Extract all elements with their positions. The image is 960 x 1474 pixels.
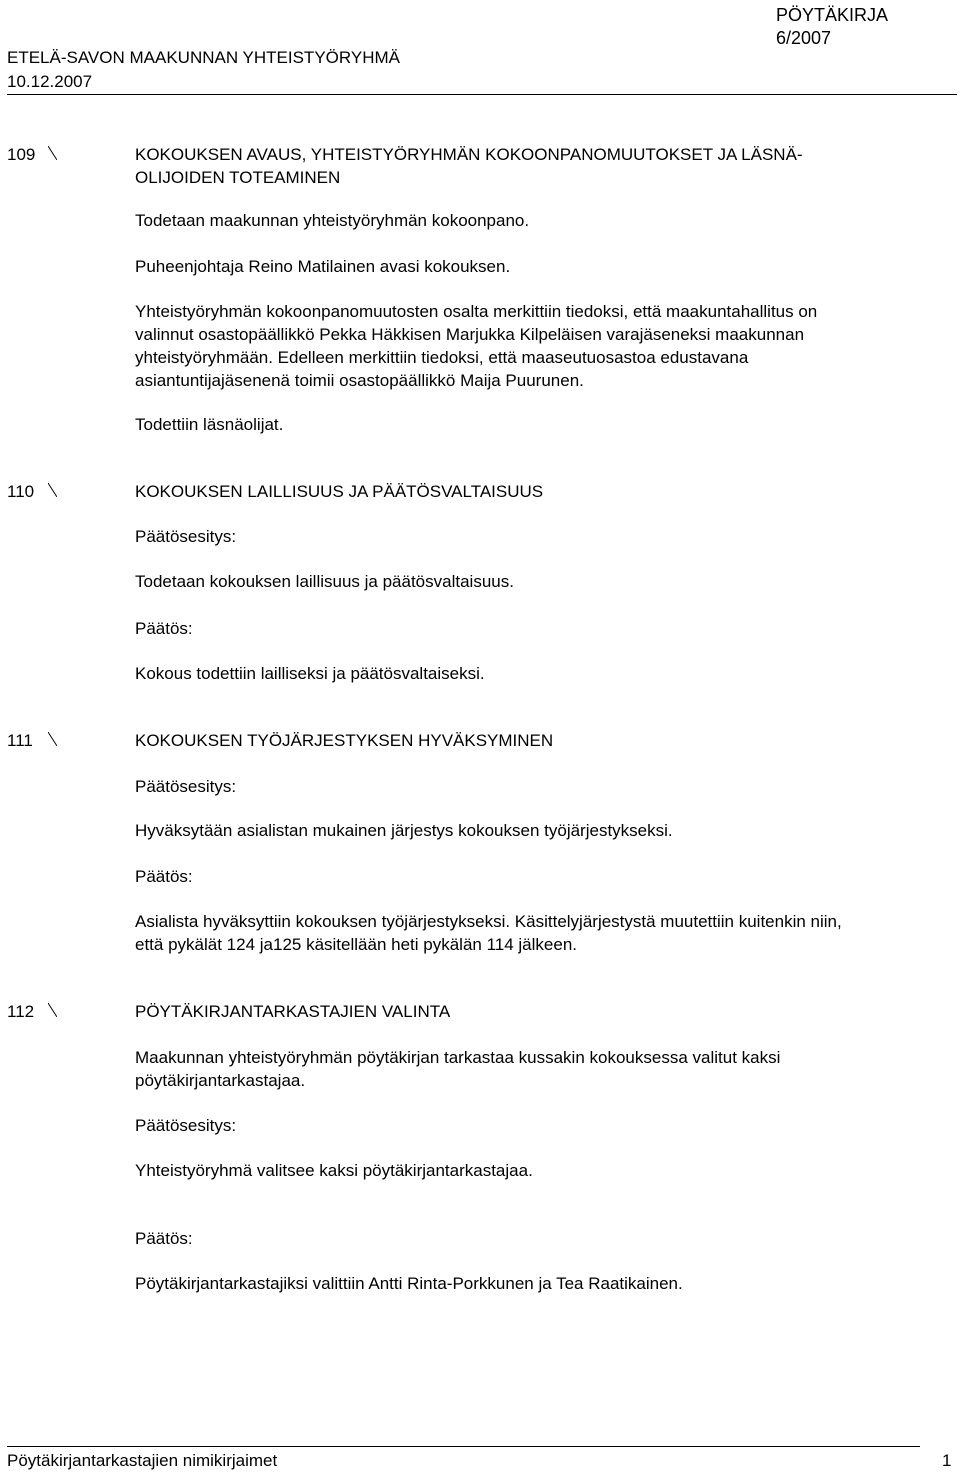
header-divider: [7, 94, 957, 95]
paragraph: Todettiin läsnäolijat.: [135, 415, 284, 434]
document-type: PÖYTÄKIRJA: [776, 5, 889, 25]
decision-text: Pöytäkirjantarkastajiksi valittiin Antti Rinta-Porkkunen ja Tea Raatikainen.: [135, 1274, 683, 1293]
section-title: KOKOUKSEN LAILLISUUS JA PÄÄTÖSVALTAISUUS: [135, 482, 544, 501]
paragraph: Todetaan maakunnan yhteistyöryhmän kokoonpano.: [135, 211, 530, 230]
footer-label: Pöytäkirjantarkastajien nimikirjaimet: [7, 1451, 278, 1470]
organization-name: ETELÄ-SAVON MAAKUNNAN YHTEISTYÖRYHMÄ: [7, 48, 400, 67]
section-sign-icon: [48, 146, 57, 160]
section-sign-icon: [48, 483, 57, 497]
proposal-label: Päätösesitys:: [135, 527, 237, 546]
paragraph: Yhteistyöryhmän kokoonpanomuutosten osalta merkittiin tiedoksi, että maakuntahallitus on valinnut osastopäällikkö Pekka Häkkisen Marjukka Kilpeläisen varajäseneksi maakunnan yhteistyöryhmään. Edelleen merkittiin tiedoksi, että maaseutuosastoa edustavana asiantuntijajäsenenä toimii osastopäällikkö Maija Puurunen.: [135, 302, 818, 390]
proposal-text: Todetaan kokouksen laillisuus ja päätösvaltaisuus.: [135, 572, 514, 591]
decision-label: Päätös:: [135, 619, 193, 638]
section-number: 112: [7, 1002, 35, 1021]
decision-text: Kokous todettiin lailliseksi ja päätösvaltaiseksi.: [135, 664, 485, 683]
proposal-text: Yhteistyöryhmä valitsee kaksi pöytäkirjantarkastajaa.: [135, 1161, 533, 1180]
section-number: 111: [7, 731, 33, 750]
footer-divider: [7, 1446, 920, 1447]
proposal-label: Päätösesitys:: [135, 777, 237, 796]
section-sign-icon: [48, 1003, 57, 1017]
paragraph: Maakunnan yhteistyöryhmän pöytäkirjan tarkastaa kussakin kokouksessa valitut kaksi pöytäkirjantarkastajaa.: [135, 1048, 781, 1090]
section-title: KOKOUKSEN AVAUS, YHTEISTYÖRYHMÄN KOKOONPANOMUUTOKSET JA LÄSNÄ- OLIJOIDEN TOTEAMINEN: [135, 145, 803, 187]
decision-label: Päätös:: [135, 1229, 193, 1248]
page-number: 1: [942, 1451, 952, 1470]
proposal-text: Hyväksytään asialistan mukainen järjestys kokouksen työjärjestykseksi.: [135, 821, 673, 840]
decision-text: Asialista hyväksyttiin kokouksen työjärjestykseksi. Käsittelyjärjestystä muutettiin kuitenkin niin, että pykälät 124 ja125 käsitellään heti pykälän 114 jälkeen.: [135, 912, 842, 954]
section-title: KOKOUKSEN TYÖJÄRJESTYKSEN HYVÄKSYMINEN: [135, 731, 554, 750]
document-number: 6/2007: [776, 28, 832, 48]
paragraph: Puheenjohtaja Reino Matilainen avasi kokouksen.: [135, 257, 511, 276]
section-title: PÖYTÄKIRJANTARKASTAJIEN VALINTA: [135, 1002, 451, 1021]
section-number: 110: [7, 482, 35, 501]
meeting-date: 10.12.2007: [7, 72, 93, 91]
decision-label: Päätös:: [135, 867, 193, 886]
section-sign-icon: [48, 732, 57, 746]
proposal-label: Päätösesitys:: [135, 1116, 237, 1135]
section-number: 109: [7, 145, 36, 164]
